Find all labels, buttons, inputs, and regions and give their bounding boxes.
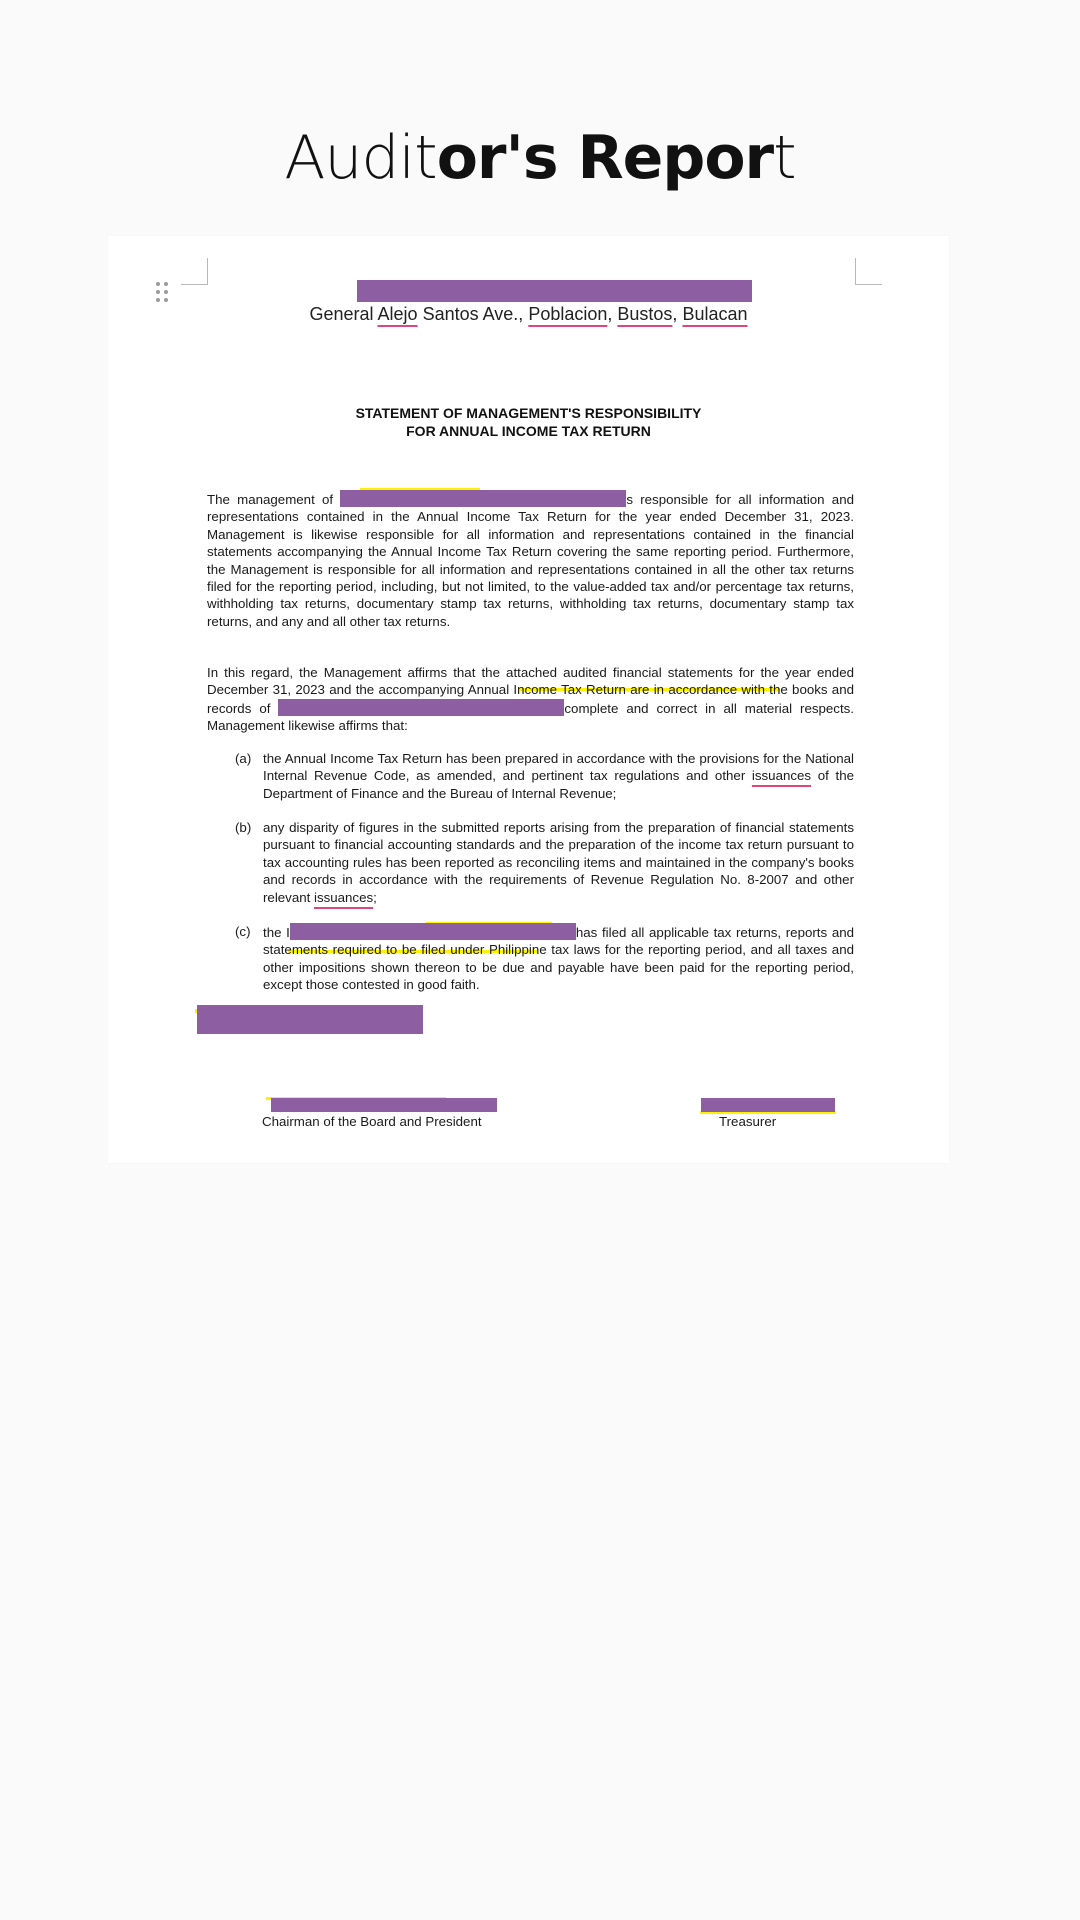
page-title-part2: or's Repor [436,123,774,193]
redacted-treasurer-name [701,1098,835,1112]
page-title [0,118,1080,198]
paragraph-responsibility: The management of s responsible for all information and representations contained in the Annual Income Tax Return for the year ended December 31, 2023. Management is likewise responsible for all information and representations contained in the financial statements accompanying the Annual Income Tax Return covering the same reporting period. Furthermore, the Management is responsible for all information and representations contained in all the other tax returns filed for the reporting period, including, but not limited, to the value-added tax and/or percentage tax returns, withholding tax returns, documentary stamp tax returns, withholding tax returns, documentary stamp tax returns, and any and all other tax returns. [207,492,854,629]
redacted-company-name [357,280,752,302]
list-item-c: (c) the I has filed all applicable tax returns, reports and statements required to be filed under Philippine tax laws for the reporting period, and all taxes and other impositions shown thereon to be due and payable have been paid for the reporting period, except those contested in good faith. [235,924,854,993]
list-marker: (c) [235,924,251,939]
spellcheck-flag: Bustos [617,304,673,324]
heading-line-2: FOR ANNUAL INCOME TAX RETURN [406,423,651,439]
heading-line-1: STATEMENT OF MANAGEMENT'S RESPONSIBILITY [355,405,702,421]
list-item-b: (b) any disparity of figures in the submitted reports arising from the preparation of financial statements pursuant to financial accounting standards and the preparation of the income tax return pursuant to tax accounting rules has been reported as reconciling items and maintained in the company's books and records in accordance with the requirements of Revenue Regulation No. 8-2007 and other relevant issuances; [235,820,854,905]
list-marker: (b) [235,820,252,835]
redacted-company-name [278,699,564,716]
page-title-part1: Audit [284,123,437,193]
document-image [108,236,949,1163]
redacted-company-name [340,490,626,507]
list-marker: (a) [235,751,252,766]
spellcheck-flag: Poblacion [528,304,608,324]
redacted-company-block [197,1005,423,1034]
drag-handle-icon[interactable] [156,282,170,304]
treasurer-signature-label: Treasurer [719,1114,777,1129]
redacted-chairman-name [271,1098,497,1112]
list-item-a: (a) the Annual Income Tax Return has been prepared in accordance with the provisions for the National Internal Revenue Code, as amended, and pertinent tax regulations and other issuances of the Department of Finance and the Bureau of Internal Revenue; [235,751,854,801]
spellcheck-flag: issuances [751,768,812,784]
page-title-part3: t [773,123,796,193]
paragraph-affirmation: In this regard, the Management affirms that the attached audited financial statements for the year ended December 31, 2023 and the accompanying Annual Income Tax Return are in accordance with the books and records of complete and correct in all material respects. Management likewise affirms that: [207,665,854,734]
spellcheck-flag: Alejo [377,304,418,324]
page-corner-mark-right [855,258,882,285]
page-corner-mark-left [181,258,208,285]
company-address: General Alejo Santos Ave., Poblacion, Bustos, Bulacan [309,304,748,324]
spellcheck-flag: issuances [314,889,374,905]
chairman-signature-label: Chairman of the Board and President [262,1114,482,1129]
redacted-company-name [290,923,576,940]
statement-heading [108,404,949,440]
spellcheck-flag: Bulacan [682,304,748,324]
